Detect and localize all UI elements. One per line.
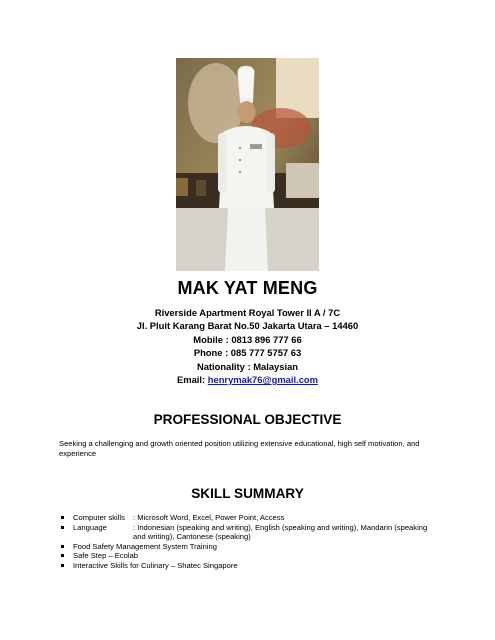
list-item [59, 561, 439, 571]
bullet-icon [61, 545, 64, 548]
skill-text: Safe Step – Ecolab [73, 551, 139, 561]
skills-heading: SKILL SUMMARY [191, 486, 304, 501]
list-item [59, 542, 439, 552]
candidate-name: MAK YAT MENG [177, 278, 318, 298]
skill-value: : Indonesian (speaking and writing), English (speaking and writing), Mandarin (speaking and writing), Cantonese (speaking) [133, 522, 428, 542]
mobile-number: Mobile : 0813 896 777 66 [193, 333, 302, 345]
chef-portrait-icon [176, 58, 319, 271]
bullet-icon [61, 564, 64, 567]
skill-key: Computer skills [73, 513, 125, 522]
email-label: Email: [177, 374, 206, 386]
objective-text: Seeking a challenging and growth oriented position utilizing extensive educational, high self motivation, and experience [59, 439, 420, 458]
bullet-icon [61, 516, 64, 519]
skill-text: Food Safety Management System Training [73, 541, 217, 551]
skills-list [59, 513, 439, 571]
address-line-2: Jl. Pluit Karang Barat No.50 Jakarta Utara – 14460 [136, 320, 359, 332]
list-item [59, 523, 439, 542]
skill-text: Interactive Skills for Culinary – Shatec Singapore [73, 560, 238, 570]
objective-heading: PROFESSIONAL OBJECTIVE [153, 412, 342, 427]
profile-photo [176, 58, 319, 271]
skill-key: Language [73, 522, 107, 532]
email-line [0, 373, 495, 386]
list-item [59, 551, 439, 561]
contact-block [0, 306, 495, 386]
bullet-icon [61, 554, 64, 557]
address-line-1: Riverside Apartment Royal Tower II A / 7C [154, 307, 341, 318]
list-item [59, 513, 439, 523]
bullet-icon [61, 526, 64, 529]
email-link[interactable]: henrymak76@gmail.com [207, 374, 318, 386]
skill-value: : Microsoft Word, Excel, Power Point, Access [133, 513, 285, 522]
nationality: Nationality : Malaysian [196, 360, 299, 372]
phone-number: Phone : 085 777 5757 63 [193, 347, 302, 359]
